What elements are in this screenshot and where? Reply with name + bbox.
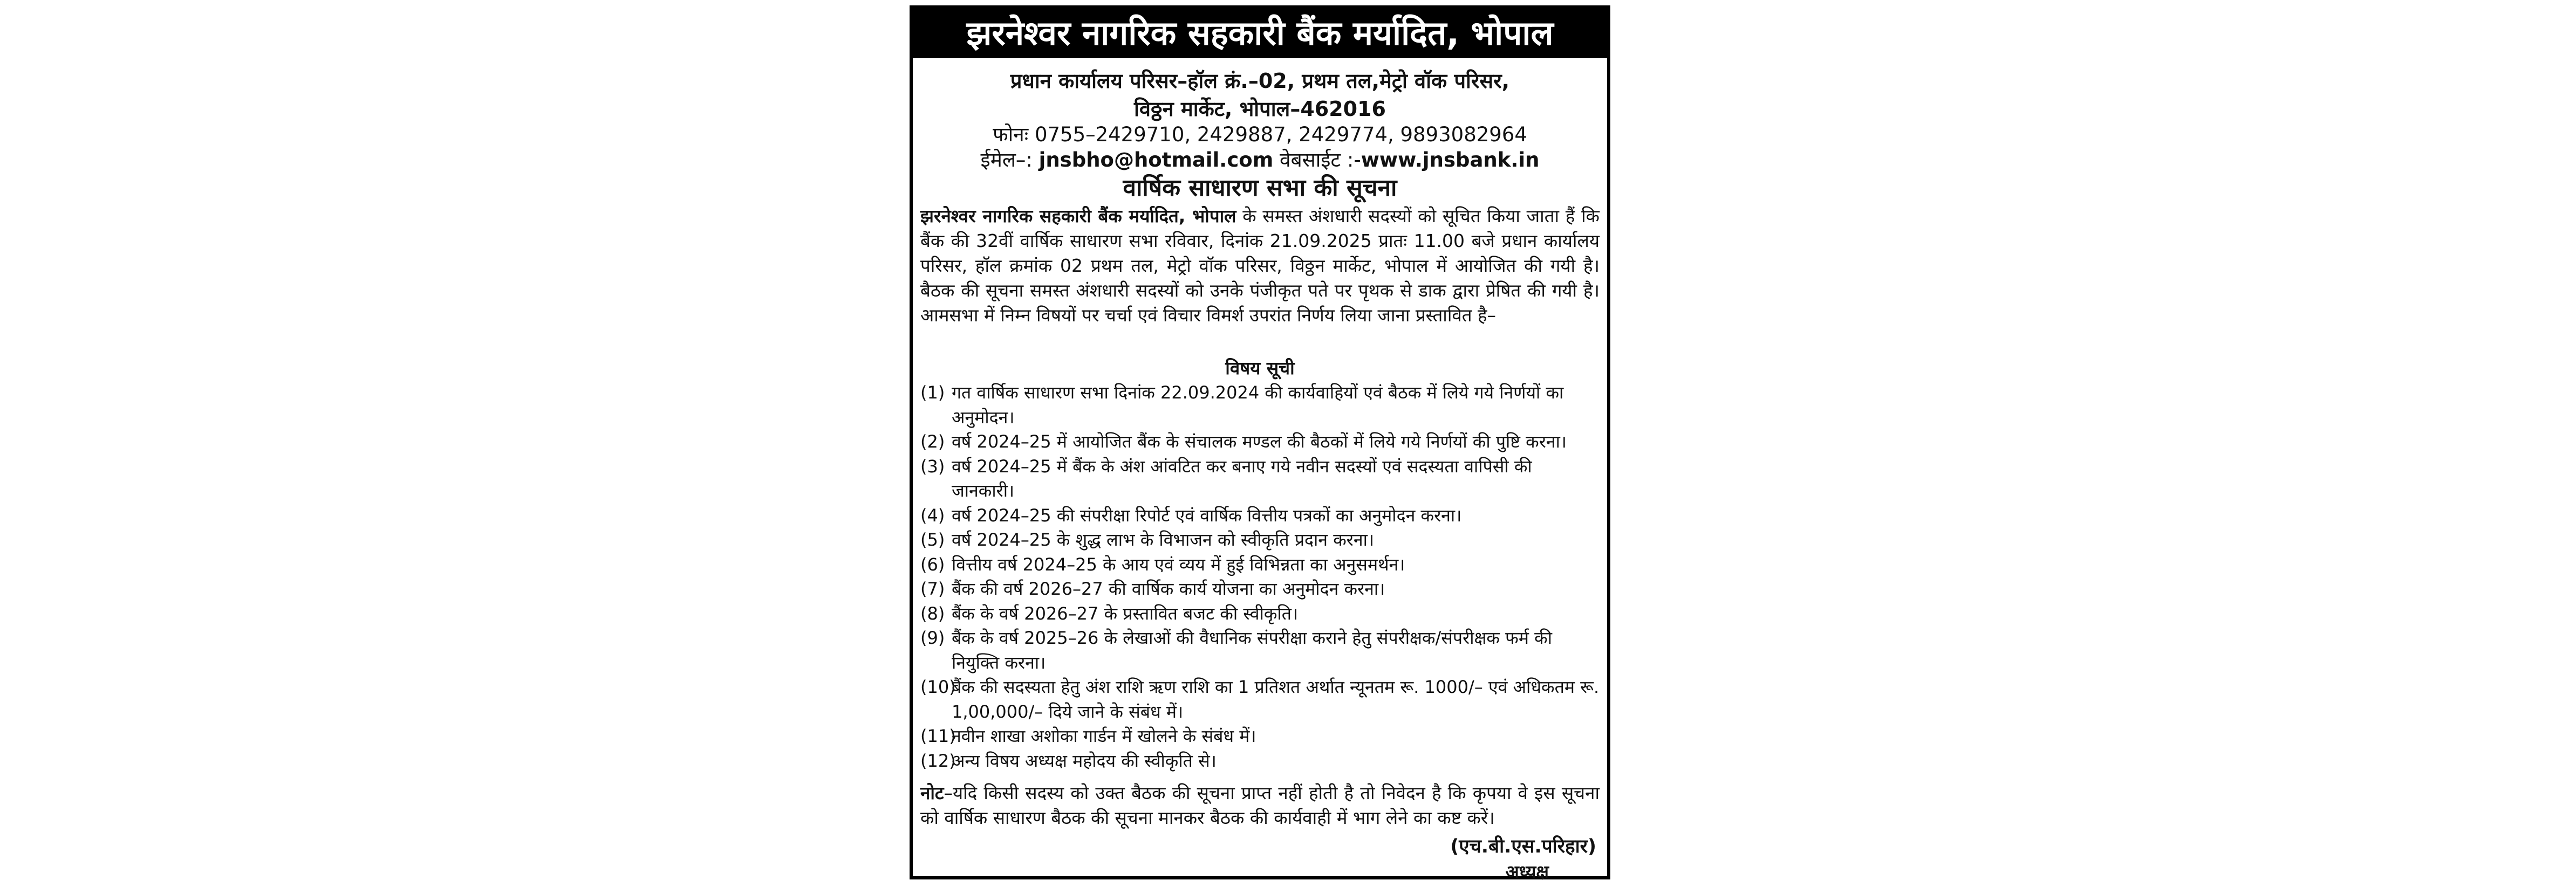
agenda-item [920,626,1600,675]
address-line-1: प्रधान कार्यालय परिसर–हॉल क्रं.–02, प्रथम तल,मेट्रो वॉक परिसर, [1010,69,1510,93]
agenda-text: वर्ष 2024–25 में आयोजित बैंक के संचालक मण्डल की बैठकों में लिये गये निर्णयों की पुष्टि करना। [952,431,1567,452]
note-text: –यदि किसी सदस्य को उक्त बैठक की सूचना प्राप्त नहीं होती है तो निवेदन है कि कृपया वे इस सूचना को वार्षिक साधारण बैठक की सूचना मानकर बैठक की कार्यवाही में भाग लेने का कष्ट करें। [920,782,1600,828]
note-paragraph [920,781,1600,830]
notice-title: वार्षिक साधारण सभा की सूचना [1123,174,1397,202]
phone-numbers: फोनः 0755–2429710, 2429887, 2429774, 9893082964 [993,123,1527,146]
intro-text: के समस्त अंशधारी सदस्यों को सूचित किया जाता हैं कि बैंक की 32वीं वार्षिक साधारण सभा रविवार, दिनांक 21.09.2025 प्रातः 11.00 बजे प्रधान कार्यालय परिसर, हॉल क्रमांक 02 प्रथम तल, मेट्रो वॉक परिसर, विठ्ठन मार्केट, भोपाल में आयोजित की गयी है। बैठक की सूचना समस्त अंशधारी सदस्यों को उनके पंजीकृत पते पर पृथक से डाक द्वारा प्रेषित की गयी है। आमसभा में निम्न विषयों पर चर्चा एवं विचार विमर्श उपरांत निर्णय लिया जाना प्रस्तावित है– [920,205,1600,326]
bank-name-banner: झरनेश्वर नागरिक सहकारी बैंक मर्यादित, भोपाल [913,9,1607,58]
agenda-number: (2) [920,431,945,452]
agenda-text: बैंक के वर्ष 2026–27 के प्रस्तावित बजट की स्वीकृति। [952,603,1299,624]
agenda-item [920,455,1600,504]
contact-line [913,147,1607,174]
agenda-number: (9) [920,628,945,648]
agenda-item [920,675,1600,724]
agenda-item [920,504,1600,528]
agenda-list [920,381,1600,773]
agenda-text: वर्ष 2024–25 की संपरीक्षा रिपोर्ट एवं वार्षिक वित्तीय पत्रकों का अनुमोदन करना। [952,505,1462,526]
note-label: नोट [920,782,944,803]
website-label: वेबसाईट :- [1280,148,1361,171]
agenda-item [920,528,1600,553]
agenda-text: अन्य विषय अध्यक्ष महोदय की स्वीकृति से। [952,750,1217,771]
website-address: www.jnsbank.in [1361,148,1540,171]
intro-paragraph [920,204,1600,328]
agenda-item [920,430,1600,455]
agenda-text: वर्ष 2024–25 में बैंक के अंश आंवटित कर बनाए गये नवीन सदस्यों एवं सदस्यता वापिसी की जानकारी। [952,456,1532,501]
agenda-text: गत वार्षिक साधारण सभा दिनांक 22.09.2024 की कार्यवाहियों एवं बैठक में लिये गये निर्णयों का अनुमोदन। [952,382,1564,428]
agenda-text: बैंक की वर्ष 2026–27 की वार्षिक कार्य योजना का अनुमोदन करना। [952,579,1385,599]
meeting-notice [910,5,1610,882]
agenda-number: (5) [920,530,945,550]
agenda-number: (10) [920,677,956,697]
agenda-number: (12) [920,750,956,771]
email-label: ईमेल–: [980,148,1033,171]
agenda-number: (4) [920,505,945,526]
agenda-text: बैंक की सदस्यता हेतु अंश राशि ऋण राशि का 1 प्रतिशत अर्थात न्यूनतम रू. 1000/– एवं अधिकतम रू. 1,00,000/– दिये जाने के संबंध में। [952,677,1600,722]
agenda-item [920,381,1600,430]
office-address [913,67,1607,123]
agenda-item [920,724,1600,749]
agenda-text: नवीन शाखा अशोका गार्डन में खोलने के संबंध में। [952,726,1256,746]
agenda-text: वर्ष 2024–25 के शुद्ध लाभ के विभाजन को स्वीकृति प्रदान करना। [952,530,1375,550]
agenda-text: बैंक के वर्ष 2025–26 के लेखाओं की वैधानिक संपरीक्षा कराने हेतु संपरीक्षक/संपरीक्षक फर्म की नियुक्ति करना। [952,628,1553,673]
agenda-text: वित्तीय वर्ष 2024–25 के आय एवं व्यय में हुई विभिन्नता का अनुसमर्थन। [952,554,1405,575]
agenda-item [920,749,1600,774]
agenda-item [920,577,1600,602]
intro-bank-name: झरनेश्वर नागरिक सहकारी बैंक मर्यादित, भोपाल [920,205,1236,226]
agenda-number: (11) [920,726,956,746]
agenda-item [920,553,1600,577]
agenda-number: (7) [920,579,945,599]
agenda-number: (3) [920,456,945,477]
signatory-role: अध्यक्ष [1505,861,1549,882]
agenda-number: (6) [920,554,945,575]
agenda-item [920,602,1600,627]
agenda-number: (1) [920,382,945,403]
agenda-number: (8) [920,603,945,624]
signatory-name: (एच.बी.एस.परिहार) [1450,836,1596,857]
agenda-title: विषय सूची [1225,357,1295,379]
email-address: jnsbho@hotmail.com [1038,148,1274,171]
address-line-2: विठ्ठन मार्केट, भोपाल–462016 [1134,97,1386,121]
